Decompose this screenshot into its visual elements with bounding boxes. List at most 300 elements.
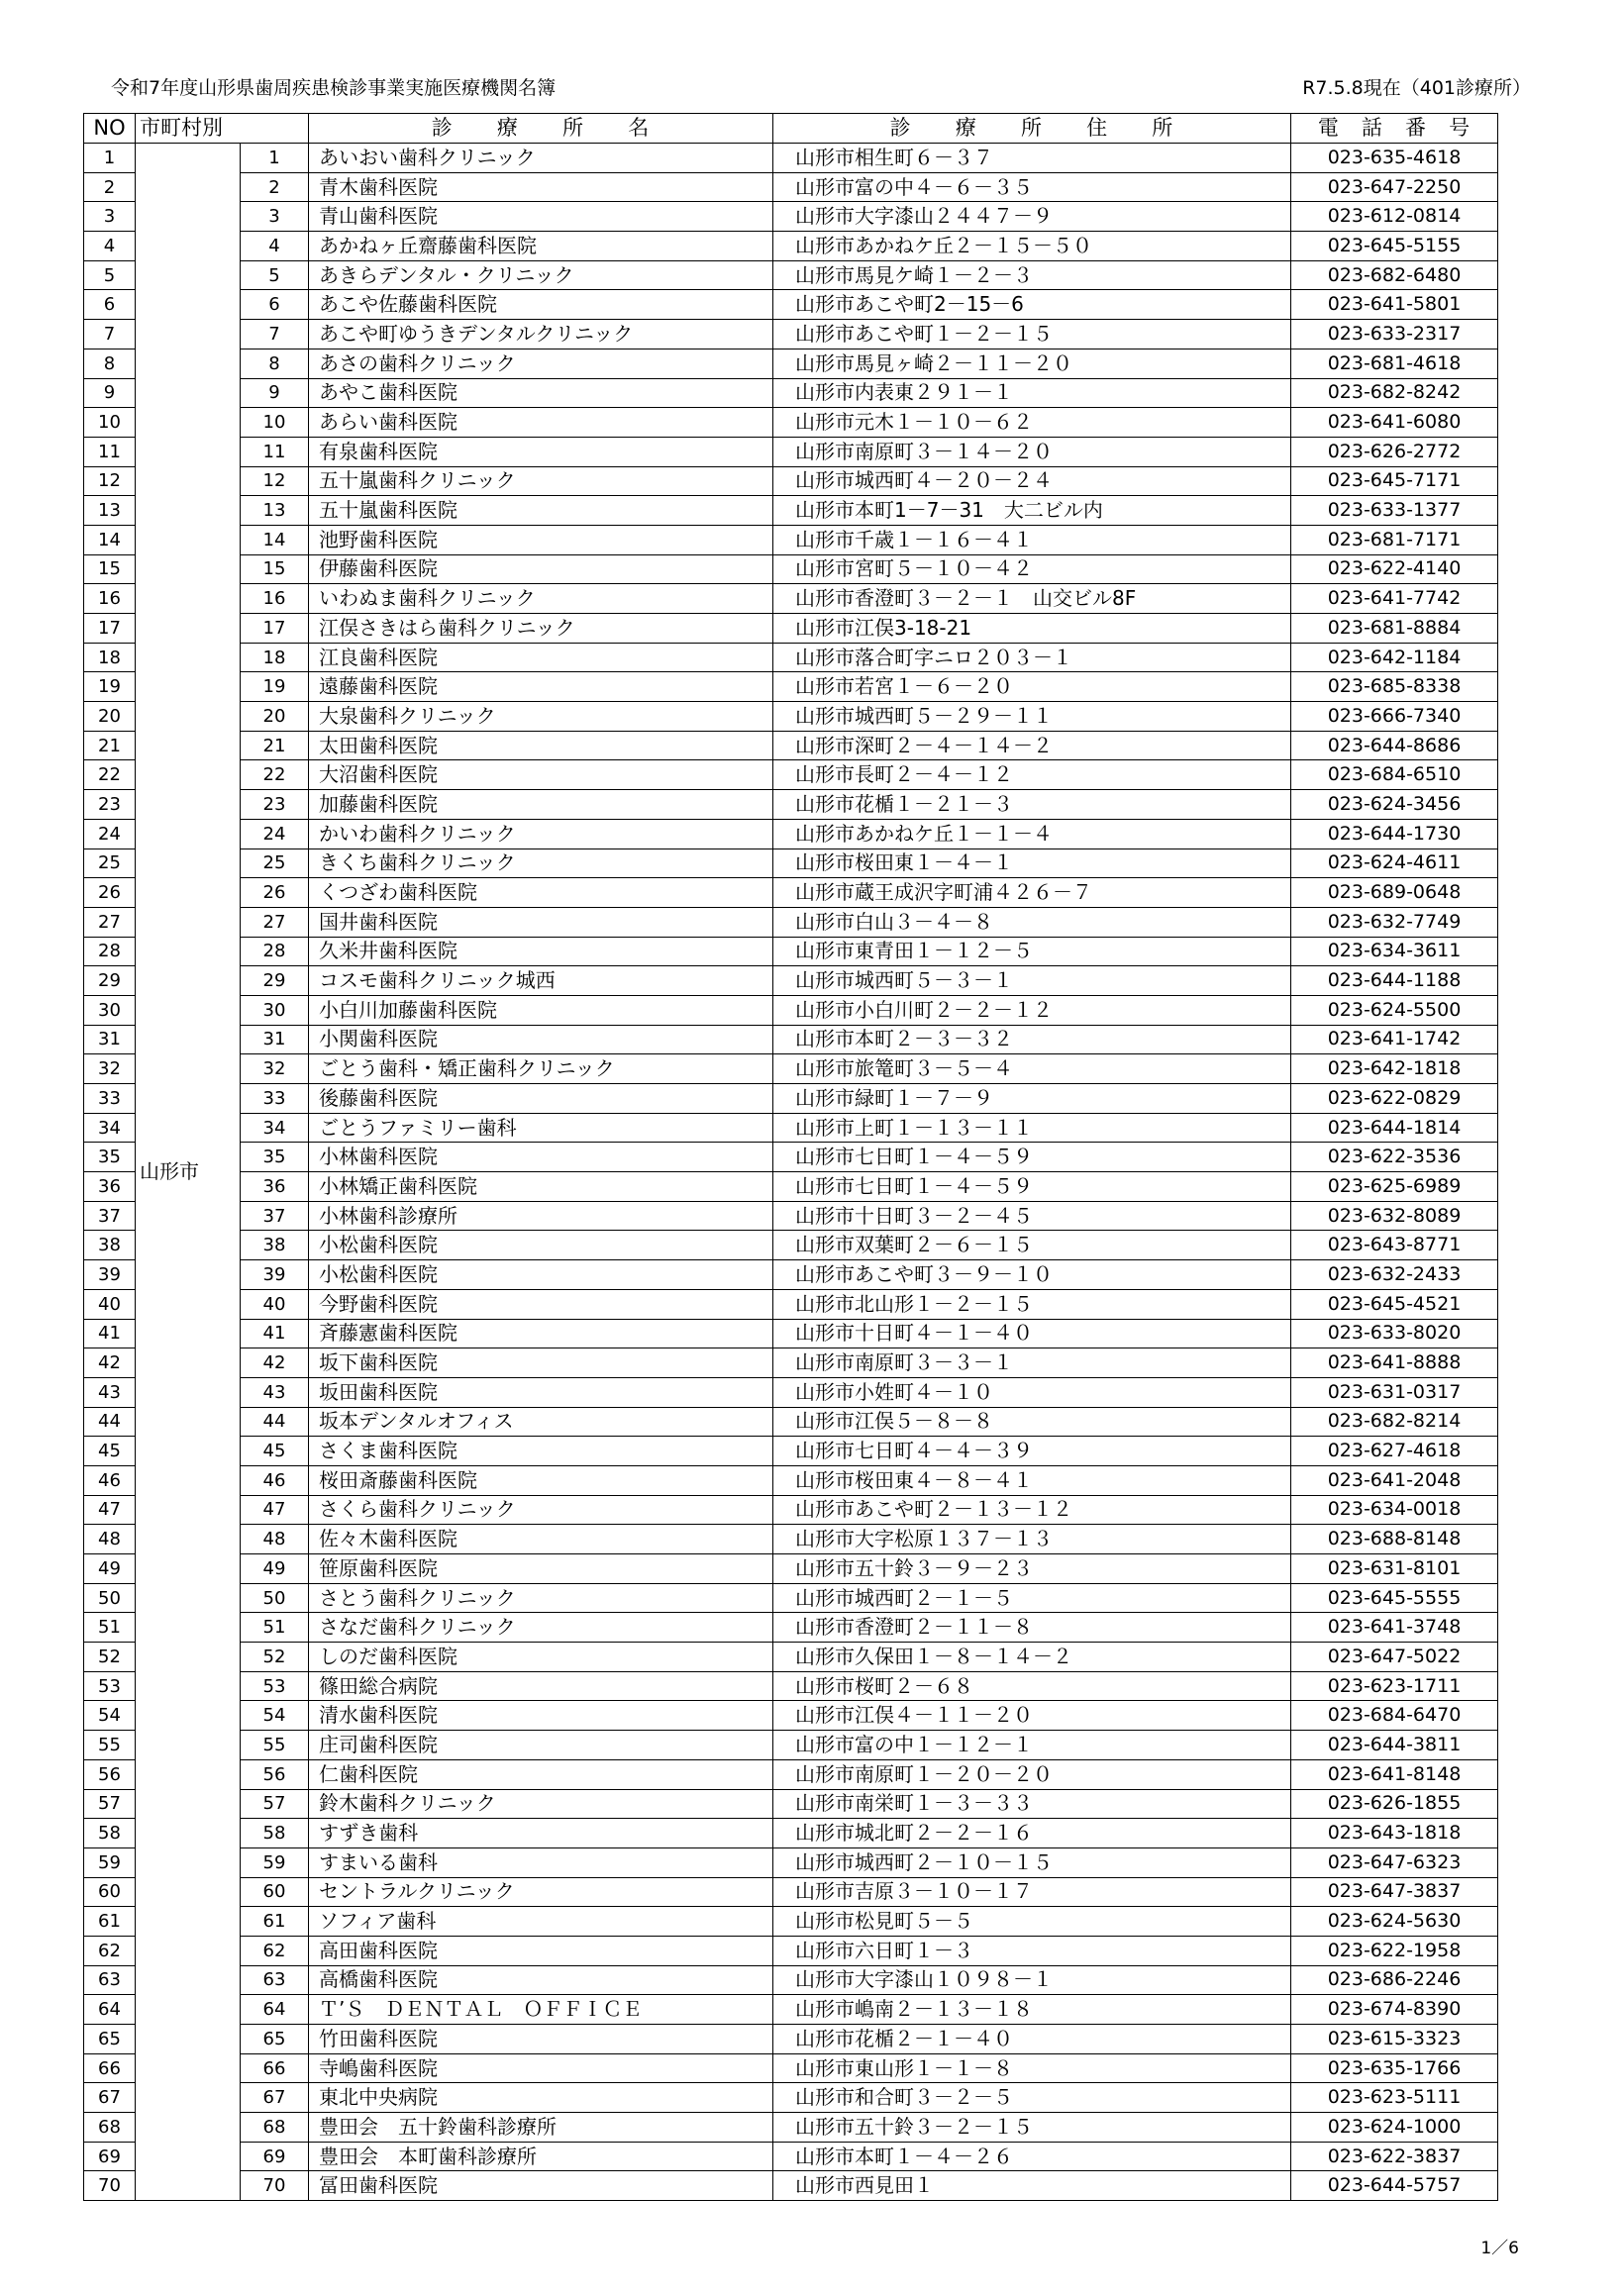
city-row-number: 52 [241,1643,309,1672]
row-number: 35 [84,1143,136,1172]
city-row-number: 42 [241,1348,309,1378]
table-row [84,907,1498,937]
city-row-number: 66 [241,2053,309,2083]
city-row-number: 9 [241,378,309,408]
table-row [84,1759,1498,1789]
row-number: 69 [84,2142,136,2171]
clinic-address: 山形市相生町６－３７ [773,144,1291,173]
clinic-phone: 023-688-8148 [1291,1525,1498,1554]
city-row-number: 37 [241,1201,309,1231]
clinic-table [83,113,1498,2201]
table-row [84,1260,1498,1290]
clinic-phone: 023-624-3456 [1291,790,1498,820]
clinic-address: 山形市あこや町2－15－6 [773,290,1291,320]
clinic-name: 鈴木歯科クリニック [309,1789,773,1819]
clinic-phone: 023-685-8338 [1291,672,1498,702]
city-row-number: 33 [241,1084,309,1114]
row-number: 47 [84,1495,136,1525]
table-row [84,731,1498,760]
city-row-number: 24 [241,819,309,849]
clinic-phone: 023-622-4140 [1291,554,1498,584]
clinic-phone: 023-631-0317 [1291,1377,1498,1407]
clinic-address: 山形市あかねケ丘２－１５－５０ [773,232,1291,261]
clinic-phone: 023-631-8101 [1291,1554,1498,1584]
row-number: 21 [84,731,136,760]
clinic-phone: 023-624-5500 [1291,995,1498,1025]
column-header-address: 診 療 所 住 所 [773,114,1291,144]
table-row [84,1407,1498,1437]
clinic-phone: 023-681-8884 [1291,614,1498,644]
clinic-address: 山形市花楯２－１－４０ [773,2025,1291,2054]
clinic-name: 後藤歯科医院 [309,1084,773,1114]
city-row-number: 31 [241,1025,309,1054]
clinic-name: 坂本デンタルオフィス [309,1407,773,1437]
clinic-name: あきらデンタル・クリニック [309,260,773,290]
city-row-number: 57 [241,1789,309,1819]
row-number: 31 [84,1025,136,1054]
row-number: 50 [84,1583,136,1613]
row-number: 13 [84,496,136,526]
table-row [84,554,1498,584]
table-row [84,1495,1498,1525]
clinic-address: 山形市城西町４－２０－２４ [773,466,1291,496]
row-number: 46 [84,1465,136,1495]
clinic-phone: 023-684-6470 [1291,1701,1498,1731]
clinic-address: 山形市大字松原１３７－１３ [773,1525,1291,1554]
clinic-address: 山形市松見町５－５ [773,1907,1291,1937]
clinic-name: 青木歯科医院 [309,172,773,202]
clinic-phone: 023-622-3536 [1291,1143,1498,1172]
clinic-address: 山形市江俣４－１１－２０ [773,1701,1291,1731]
clinic-name: 江俣さきはら歯科クリニック [309,614,773,644]
clinic-address: 山形市緑町１－７－９ [773,1084,1291,1114]
clinic-name: 高田歯科医院 [309,1936,773,1965]
clinic-name: くつざわ歯科医院 [309,878,773,908]
clinic-name: 桜田斎藤歯科医院 [309,1465,773,1495]
clinic-phone: 023-674-8390 [1291,1995,1498,2025]
clinic-name: 豊田会 本町歯科診療所 [309,2142,773,2171]
clinic-phone: 023-634-0018 [1291,1495,1498,1525]
row-number: 40 [84,1289,136,1319]
row-number: 15 [84,554,136,584]
city-row-number: 43 [241,1377,309,1407]
row-number: 1 [84,144,136,173]
clinic-name: 寺嶋歯科医院 [309,2053,773,2083]
city-row-number: 58 [241,1819,309,1848]
table-row [84,1025,1498,1054]
table-row [84,1907,1498,1937]
clinic-phone: 023-627-4618 [1291,1437,1498,1466]
city-row-number: 1 [241,144,309,173]
row-number: 60 [84,1877,136,1907]
city-row-number: 59 [241,1847,309,1877]
clinic-phone: 023-644-1730 [1291,819,1498,849]
clinic-name: 東北中央病院 [309,2083,773,2113]
clinic-address: 山形市馬見ケ崎１－２－３ [773,260,1291,290]
clinic-phone: 023-624-5630 [1291,1907,1498,1937]
table-row [84,1172,1498,1202]
clinic-address: 山形市南原町１－２０－２０ [773,1759,1291,1789]
city-row-number: 55 [241,1731,309,1760]
city-row-number: 68 [241,2113,309,2143]
clinic-name: 太田歯科医院 [309,731,773,760]
table-row [84,937,1498,966]
city-row-number: 15 [241,554,309,584]
city-row-number: 12 [241,466,309,496]
city-row-number: 62 [241,1936,309,1965]
clinic-address: 山形市七日町１－４－５９ [773,1143,1291,1172]
clinic-name: コスモ歯科クリニック城西 [309,966,773,996]
row-number: 45 [84,1437,136,1466]
row-number: 56 [84,1759,136,1789]
clinic-name: Ｔ’Ｓ ＤＥＮＴＡＬ ＯＦＦＩＣＥ [309,1995,773,2025]
clinic-phone: 023-689-0648 [1291,878,1498,908]
clinic-address: 山形市城西町５－３－１ [773,966,1291,996]
clinic-address: 山形市本町1－7－31 大二ビル内 [773,496,1291,526]
city-row-number: 36 [241,1172,309,1202]
row-number: 48 [84,1525,136,1554]
city-row-number: 65 [241,2025,309,2054]
city-row-number: 34 [241,1113,309,1143]
clinic-phone: 023-632-2433 [1291,1260,1498,1290]
table-row [84,1348,1498,1378]
page-number: 1／6 [1480,2239,1519,2258]
row-number: 32 [84,1054,136,1084]
clinic-phone: 023-647-2250 [1291,172,1498,202]
clinic-address: 山形市十日町３－２－４５ [773,1201,1291,1231]
table-row [84,2171,1498,2201]
clinic-address: 山形市長町２－４－１２ [773,760,1291,790]
clinic-address: 山形市和合町３－２－５ [773,2083,1291,2113]
row-number: 4 [84,232,136,261]
clinic-phone: 023-641-5801 [1291,290,1498,320]
row-number: 68 [84,2113,136,2143]
row-number: 44 [84,1407,136,1437]
clinic-address: 山形市白山３－４－８ [773,907,1291,937]
clinic-phone: 023-632-7749 [1291,907,1498,937]
clinic-name: 五十嵐歯科医院 [309,496,773,526]
clinic-phone: 023-641-7742 [1291,584,1498,614]
row-number: 28 [84,937,136,966]
row-number: 41 [84,1319,136,1348]
row-number: 12 [84,466,136,496]
clinic-name: ごとうファミリー歯科 [309,1113,773,1143]
clinic-name: 笹原歯科医院 [309,1554,773,1584]
clinic-address: 山形市千歳１－１６－４１ [773,525,1291,554]
clinic-name: 伊藤歯科医院 [309,554,773,584]
clinic-name: あこや町ゆうきデンタルクリニック [309,320,773,349]
table-row [84,584,1498,614]
clinic-phone: 023-642-1184 [1291,643,1498,672]
clinic-address: 山形市嶋南２－１３－１８ [773,1995,1291,2025]
row-number: 52 [84,1643,136,1672]
city-row-number: 48 [241,1525,309,1554]
clinic-address: 山形市上町１－１３－１１ [773,1113,1291,1143]
clinic-phone: 023-635-1766 [1291,2053,1498,2083]
row-number: 62 [84,1936,136,1965]
clinic-name: かいわ歯科クリニック [309,819,773,849]
clinic-address: 山形市小姓町４－１０ [773,1377,1291,1407]
table-row [84,702,1498,732]
table-row [84,849,1498,878]
clinic-address: 山形市東山形１－１－８ [773,2053,1291,2083]
clinic-phone: 023-615-3323 [1291,2025,1498,2054]
clinic-name: さくら歯科クリニック [309,1495,773,1525]
clinic-phone: 023-622-1958 [1291,1936,1498,1965]
row-number: 64 [84,1995,136,2025]
city-row-number: 32 [241,1054,309,1084]
clinic-phone: 023-632-8089 [1291,1201,1498,1231]
clinic-phone: 023-644-5757 [1291,2171,1498,2201]
row-number: 70 [84,2171,136,2201]
table-row [84,2142,1498,2171]
table-row [84,1465,1498,1495]
city-row-number: 25 [241,849,309,878]
table-row [84,643,1498,672]
table-row [84,1643,1498,1672]
table-row [84,1231,1498,1260]
clinic-address: 山形市桜田東１－４－１ [773,849,1291,878]
clinic-phone: 023-643-1818 [1291,1819,1498,1848]
clinic-address: 山形市あこや町１－２－１５ [773,320,1291,349]
clinic-address: 山形市落合町字ニロ２０３－１ [773,643,1291,672]
clinic-name: あこや佐藤歯科医院 [309,290,773,320]
city-row-number: 13 [241,496,309,526]
clinic-phone: 023-644-8686 [1291,731,1498,760]
clinic-address: 山形市あこや町２－１３－１２ [773,1495,1291,1525]
clinic-name: ソフィア歯科 [309,1907,773,1937]
clinic-name: 小松歯科医院 [309,1231,773,1260]
clinic-phone: 023-681-7171 [1291,525,1498,554]
clinic-name: 小林歯科医院 [309,1143,773,1172]
city-row-number: 7 [241,320,309,349]
clinic-address: 山形市桜田東４－８－４１ [773,1465,1291,1495]
clinic-address: 山形市江俣５－８－８ [773,1407,1291,1437]
column-header-phone: 電 話 番 号 [1291,114,1498,144]
city-row-number: 38 [241,1231,309,1260]
city-row-number: 4 [241,232,309,261]
clinic-phone: 023-647-6323 [1291,1847,1498,1877]
city-row-number: 11 [241,437,309,466]
city-row-number: 3 [241,202,309,232]
table-row [84,760,1498,790]
table-row [84,995,1498,1025]
table-row [84,790,1498,820]
clinic-address: 山形市西見田１ [773,2171,1291,2201]
city-row-number: 20 [241,702,309,732]
row-number: 8 [84,349,136,378]
row-number: 42 [84,1348,136,1378]
clinic-phone: 023-633-2317 [1291,320,1498,349]
clinic-address: 山形市花楯１－２１－３ [773,790,1291,820]
table-row [84,819,1498,849]
city-row-number: 5 [241,260,309,290]
clinic-name: 斉藤憲歯科医院 [309,1319,773,1348]
clinic-phone: 023-682-8214 [1291,1407,1498,1437]
row-number: 3 [84,202,136,232]
table-row [84,172,1498,202]
clinic-address: 山形市十日町４－１－４０ [773,1319,1291,1348]
city-row-number: 17 [241,614,309,644]
table-row [84,1877,1498,1907]
city-row-number: 56 [241,1759,309,1789]
table-row [84,1613,1498,1643]
clinic-name: あやこ歯科医院 [309,378,773,408]
row-number: 57 [84,1789,136,1819]
clinic-phone: 023-641-8148 [1291,1759,1498,1789]
city-row-number: 30 [241,995,309,1025]
clinic-name: 小白川加藤歯科医院 [309,995,773,1025]
row-number: 20 [84,702,136,732]
row-number: 16 [84,584,136,614]
clinic-phone: 023-645-4521 [1291,1289,1498,1319]
clinic-phone: 023-647-5022 [1291,1643,1498,1672]
clinic-address: 山形市香澄町３－２－１ 山交ビル8F [773,584,1291,614]
clinic-address: 山形市宮町５－１０－４２ [773,554,1291,584]
row-number: 2 [84,172,136,202]
city-row-number: 10 [241,408,309,438]
clinic-phone: 023-624-4611 [1291,849,1498,878]
table-row [84,614,1498,644]
table-row [84,1437,1498,1466]
table-row [84,1113,1498,1143]
row-number: 18 [84,643,136,672]
clinic-name: さとう歯科クリニック [309,1583,773,1613]
row-number: 59 [84,1847,136,1877]
city-row-number: 6 [241,290,309,320]
clinic-name: さなだ歯科クリニック [309,1613,773,1643]
clinic-phone: 023-626-1855 [1291,1789,1498,1819]
clinic-phone: 023-681-4618 [1291,349,1498,378]
clinic-address: 山形市元木１－１０－６２ [773,408,1291,438]
clinic-address: 山形市あこや町３－９－１０ [773,1260,1291,1290]
city-row-number: 51 [241,1613,309,1643]
clinic-phone: 023-634-3611 [1291,937,1498,966]
clinic-address: 山形市五十鈴３－９－２３ [773,1554,1291,1584]
clinic-name: 江良歯科医院 [309,643,773,672]
clinic-phone: 023-682-6480 [1291,260,1498,290]
city-row-number: 67 [241,2083,309,2113]
clinic-name: ごとう歯科・矯正歯科クリニック [309,1054,773,1084]
table-row [84,1201,1498,1231]
table-row [84,1671,1498,1701]
clinic-name: 小林矯正歯科医院 [309,1172,773,1202]
clinic-address: 山形市大字漆山１０９８－１ [773,1965,1291,1995]
city-cell: 山形市 [136,144,241,2201]
city-row-number: 8 [241,349,309,378]
city-row-number: 53 [241,1671,309,1701]
row-number: 30 [84,995,136,1025]
clinic-address: 山形市蔵王成沢字町浦４２６－７ [773,878,1291,908]
clinic-name: 坂田歯科医院 [309,1377,773,1407]
clinic-phone: 023-644-1188 [1291,966,1498,996]
clinic-phone: 023-623-5111 [1291,2083,1498,2113]
city-row-number: 19 [241,672,309,702]
clinic-address: 山形市城西町５－２９－１１ [773,702,1291,732]
clinic-phone: 023-622-3837 [1291,2142,1498,2171]
table-row [84,525,1498,554]
city-row-number: 50 [241,1583,309,1613]
clinic-name: あさの歯科クリニック [309,349,773,378]
clinic-address: 山形市馬見ヶ崎２－１１－２０ [773,349,1291,378]
clinic-phone: 023-644-3811 [1291,1731,1498,1760]
clinic-address: 山形市東青田１－１２－５ [773,937,1291,966]
clinic-address: 山形市江俣3-18-21 [773,614,1291,644]
table-row [84,1936,1498,1965]
city-row-number: 22 [241,760,309,790]
row-number: 5 [84,260,136,290]
row-number: 36 [84,1172,136,1202]
row-number: 11 [84,437,136,466]
table-row [84,1054,1498,1084]
clinic-name: 大泉歯科クリニック [309,702,773,732]
clinic-name: あかねヶ丘齋藤歯科医院 [309,232,773,261]
clinic-address: 山形市南原町３－１４－２０ [773,437,1291,466]
clinic-name: しのだ歯科医院 [309,1643,773,1672]
table-row [84,1319,1498,1348]
row-number: 53 [84,1671,136,1701]
clinic-address: 山形市六日町１－３ [773,1936,1291,1965]
column-header-name: 診 療 所 名 [309,114,773,144]
city-row-number: 16 [241,584,309,614]
clinic-phone: 023-623-1711 [1291,1671,1498,1701]
clinic-name: 高橋歯科医院 [309,1965,773,1995]
table-row [84,1143,1498,1172]
table-row [84,1554,1498,1584]
city-row-number: 64 [241,1995,309,2025]
clinic-name: 今野歯科医院 [309,1289,773,1319]
city-row-number: 49 [241,1554,309,1584]
clinic-phone: 023-641-6080 [1291,408,1498,438]
table-row [84,1731,1498,1760]
clinic-phone: 023-635-4618 [1291,144,1498,173]
clinic-name: すずき歯科 [309,1819,773,1848]
table-row [84,320,1498,349]
row-number: 22 [84,760,136,790]
city-row-number: 18 [241,643,309,672]
clinic-name: 庄司歯科医院 [309,1731,773,1760]
clinic-address: 山形市本町１－４－２６ [773,2142,1291,2171]
table-row [84,878,1498,908]
table-row [84,349,1498,378]
clinic-name: 清水歯科医院 [309,1701,773,1731]
clinic-address: 山形市桜町２－６８ [773,1671,1291,1701]
row-number: 39 [84,1260,136,1290]
clinic-address: 山形市富の中１－１２－１ [773,1731,1291,1760]
city-row-number: 21 [241,731,309,760]
city-row-number: 41 [241,1319,309,1348]
clinic-address: 山形市富の中４－６－３５ [773,172,1291,202]
table-row [84,260,1498,290]
clinic-address: 山形市若宮１－６－２０ [773,672,1291,702]
city-row-number: 69 [241,2142,309,2171]
table-row [84,2083,1498,2113]
column-header-city: 市町村別 [136,114,309,144]
clinic-phone: 023-644-1814 [1291,1113,1498,1143]
clinic-name: 仁歯科医院 [309,1759,773,1789]
table-row [84,1583,1498,1613]
clinic-address: 山形市五十鈴３－２－１５ [773,2113,1291,2143]
clinic-name: 遠藤歯科医院 [309,672,773,702]
table-row [84,437,1498,466]
city-row-number: 45 [241,1437,309,1466]
clinic-name: 坂下歯科医院 [309,1348,773,1378]
row-number: 14 [84,525,136,554]
table-row [84,1995,1498,2025]
clinic-name: 池野歯科医院 [309,525,773,554]
table-row [84,408,1498,438]
clinic-name: 冨田歯科医院 [309,2171,773,2201]
